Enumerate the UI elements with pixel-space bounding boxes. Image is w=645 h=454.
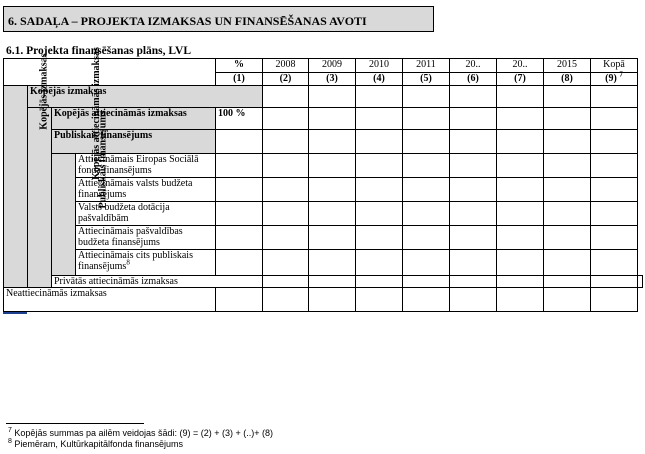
cell (403, 154, 450, 178)
label-other-public-cell (76, 250, 216, 276)
cell (544, 276, 591, 288)
cell (356, 288, 403, 312)
footnote-ref-7: 7 (619, 70, 623, 79)
row-ineligible (4, 288, 643, 312)
cell (356, 276, 403, 288)
row-municipal (4, 226, 643, 250)
footnote-separator (6, 423, 144, 424)
row-esf (4, 154, 643, 178)
label-private: Privātās attiecināmās izmaksas (52, 276, 263, 288)
vertical-label-public: Publiskais finansējums (97, 110, 109, 209)
cell (450, 250, 497, 276)
cell (450, 276, 497, 288)
cell (216, 250, 263, 276)
cell (591, 202, 638, 226)
col-number-1: (1) (216, 73, 263, 86)
cell (356, 202, 403, 226)
cell (450, 108, 497, 130)
row-private (4, 276, 643, 288)
cell (403, 178, 450, 202)
cell (591, 178, 638, 202)
cell (216, 226, 263, 250)
cell (544, 154, 591, 178)
cell (263, 178, 309, 202)
footnote-7 (8, 428, 273, 438)
col-number-8: (8) (544, 73, 591, 86)
col-number-9 (591, 70, 638, 86)
cell (356, 86, 403, 108)
label-total-costs: Kopējās izmaksas (28, 86, 263, 108)
header-year-2010: 2010 (356, 59, 403, 73)
cell (263, 108, 309, 130)
cell (591, 108, 638, 130)
cell (356, 250, 403, 276)
cell (403, 250, 450, 276)
cell (591, 130, 638, 154)
cell (403, 108, 450, 130)
cell (450, 86, 497, 108)
footnote-8-text: Piemēram, Kultūrkapitālfonda finansējums (14, 439, 184, 449)
header-blank-cell (4, 59, 216, 86)
col-number-5: (5) (403, 73, 450, 86)
label-esf: Attiecināmais Eiropas Sociālā fonda finansējums (76, 154, 216, 178)
cell (497, 288, 544, 312)
cell (497, 108, 544, 130)
header-year-2009: 2009 (309, 59, 356, 73)
cell (591, 250, 638, 276)
footnote-ref-8: 8 (126, 258, 130, 267)
header-percent: % (216, 59, 263, 73)
cell (591, 86, 638, 108)
section-number: 6. (8, 14, 17, 28)
cell (216, 288, 263, 312)
cell (309, 178, 356, 202)
cell (216, 130, 263, 154)
left-edge-marker (3, 312, 27, 314)
cell (403, 226, 450, 250)
label-eligible-costs: Kopējās attiecināmās izmaksas (52, 108, 216, 130)
header-year-2011: 2011 (403, 59, 450, 73)
cell (544, 226, 591, 250)
cell (309, 108, 356, 130)
cell (497, 226, 544, 250)
cell (638, 276, 643, 288)
cell (544, 202, 591, 226)
col-number-9-text: (9) (605, 73, 617, 84)
cell (263, 250, 309, 276)
cell (356, 178, 403, 202)
cell (309, 202, 356, 226)
cell (263, 226, 309, 250)
cell (450, 154, 497, 178)
cell (497, 202, 544, 226)
footnote-7-text: Kopējās summas pa ailēm veidojas šādi: (9) = (2) + (3) + (..)+ (8) (14, 428, 274, 438)
cell (450, 178, 497, 202)
cell (403, 276, 450, 288)
cell (356, 154, 403, 178)
col-number-3: (3) (309, 73, 356, 86)
cell (263, 288, 309, 312)
row-other-public (4, 250, 643, 276)
cell (216, 154, 263, 178)
label-public-funding: Publiskais finansējums (52, 130, 216, 154)
cell (263, 276, 309, 288)
section-title (8, 14, 367, 29)
cell (263, 154, 309, 178)
cell (309, 250, 356, 276)
cell (544, 86, 591, 108)
eligible-percent: 100 % (216, 108, 263, 130)
cell (403, 288, 450, 312)
cell (450, 288, 497, 312)
cell (544, 178, 591, 202)
cell (591, 288, 638, 312)
cell (356, 130, 403, 154)
cell (403, 86, 450, 108)
cell (544, 288, 591, 312)
cell (497, 276, 544, 288)
cell (216, 178, 263, 202)
cell (356, 108, 403, 130)
cell (403, 130, 450, 154)
footnote-7-mark: 7 (8, 427, 12, 434)
header-year-20b: 20.. (497, 59, 544, 73)
cell (309, 130, 356, 154)
footnote-8-mark: 8 (8, 438, 12, 445)
cell (309, 288, 356, 312)
cell (309, 226, 356, 250)
cell (450, 226, 497, 250)
vertical-label-eligible: Kopējās attiecināmās izmaksas (90, 47, 102, 180)
cell (263, 86, 309, 108)
cell (497, 178, 544, 202)
cell (403, 202, 450, 226)
subsection-title: 6.1. Projekta finansēšanas plāns, LVL (6, 45, 191, 57)
cell (309, 154, 356, 178)
cell (450, 130, 497, 154)
header-year-2015: 2015 (544, 59, 591, 73)
cell (263, 202, 309, 226)
cell (263, 130, 309, 154)
label-state-grant: Valsts budžeta dotācija pašvaldībām (76, 202, 216, 226)
cell (591, 276, 638, 288)
cell (309, 86, 356, 108)
col-number-2: (2) (263, 73, 309, 86)
cell (497, 154, 544, 178)
cell (591, 154, 638, 178)
section-title-text: SADAĻA – PROJEKTA IZMAKSAS UN FINANSĒŠANAS AVOTI (20, 14, 367, 28)
cell (216, 202, 263, 226)
header-total: Kopā (591, 59, 638, 73)
cell (450, 202, 497, 226)
header-year-20a: 20.. (450, 59, 497, 73)
label-other-public: Attiecināmais cits publiskais finansējums (78, 250, 193, 272)
col-number-7: (7) (497, 73, 544, 86)
label-state-budget: Attiecināmais valsts budžeta finansējums (76, 178, 216, 202)
vertical-label-total-cell (4, 53, 50, 288)
cell (356, 226, 403, 250)
cell (591, 226, 638, 250)
label-municipal: Attiecināmais pašvaldības budžeta finansējums (76, 226, 216, 250)
cell (497, 250, 544, 276)
cell (309, 276, 356, 288)
header-year-2008: 2008 (263, 59, 309, 73)
footnote-8 (8, 439, 183, 449)
cell (544, 130, 591, 154)
col-number-6: (6) (450, 73, 497, 86)
cell (497, 86, 544, 108)
col-number-4: (4) (356, 73, 403, 86)
label-ineligible: Neattiecināmās izmaksas (4, 288, 216, 312)
cell (544, 250, 591, 276)
vertical-label-total: Kopējās izmaksas (38, 53, 50, 130)
cell (497, 130, 544, 154)
cell (544, 108, 591, 130)
